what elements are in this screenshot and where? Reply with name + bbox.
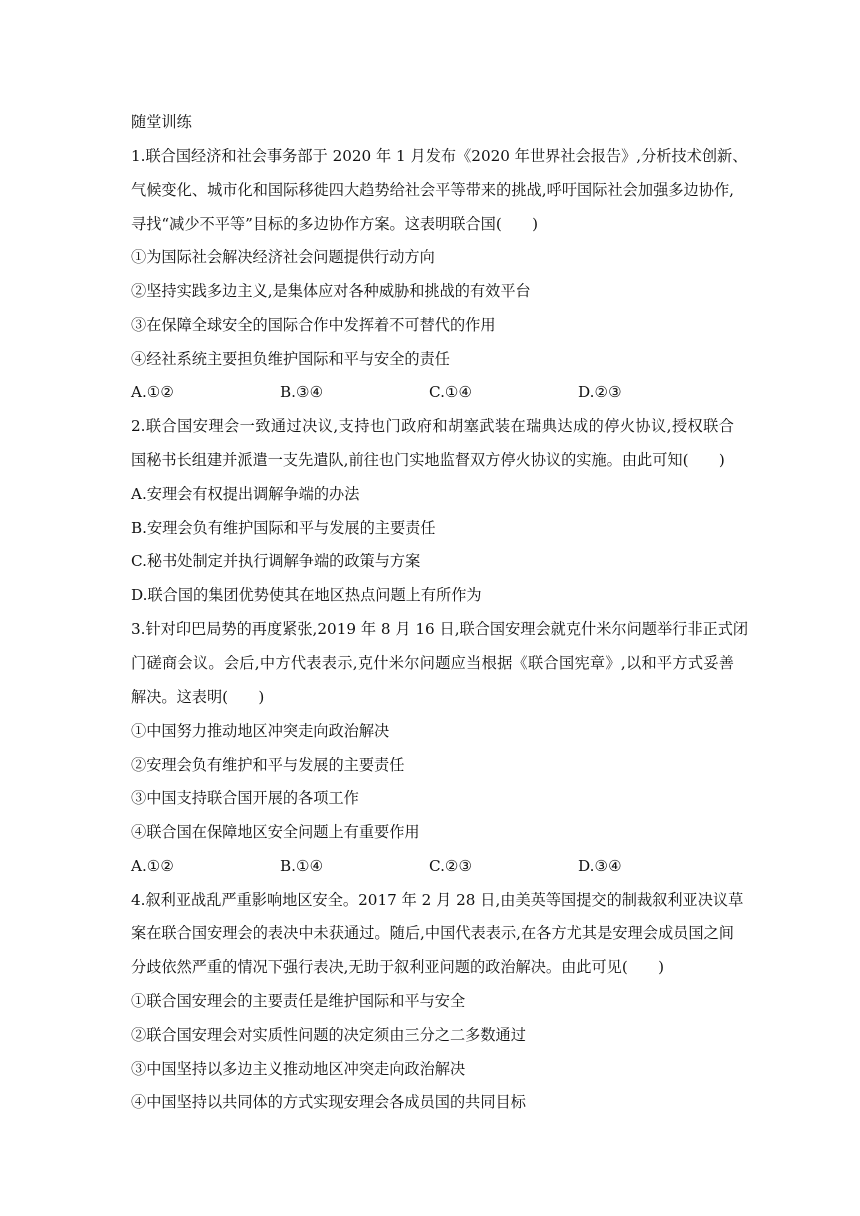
q4-statement-3: ③中国坚持以多边主义推动地区冲突走向政治解决	[131, 1060, 466, 1078]
q2-stem-line-1: 2.联合国安理会一致通过决议,支持也门政府和胡塞武装在瑞典达成的停火协议,授权联合	[131, 417, 734, 435]
q1-choice-a: A.①②	[131, 383, 175, 401]
q3-statement-2: ②安理会负有维护和平与发展的主要责任	[131, 756, 405, 774]
q4-stem-line-1: 4.叙利亚战乱严重影响地区安全。2017 年 2 月 28 日,由美英等国提交的制裁叙利亚决议草	[131, 891, 744, 909]
q3-choice-c: C.②③	[429, 857, 473, 875]
q1-choice-d: D.②③	[578, 383, 622, 401]
q3-choice-b: B.①④	[280, 857, 324, 875]
q1-statement-3: ③在保障全球安全的国际合作中发挥着不可替代的作用	[131, 316, 496, 334]
q2-stem-line-2: 国秘书长组建并派遣一支先遣队,前往也门实地监督双方停火协议的实施。由此可知( )	[131, 451, 725, 469]
q1-choice-c: C.①④	[429, 383, 473, 401]
q4-statement-1: ①联合国安理会的主要责任是维护国际和平与安全	[131, 992, 466, 1010]
q1-stem-line-3: 寻找“减少不平等”目标的多边协作方案。这表明联合国( )	[131, 215, 539, 233]
q3-stem-line-1: 3.针对印巴局势的再度紧张,2019 年 8 月 16 日,联合国安理会就克什米尔问题举行非正式闭	[131, 620, 749, 638]
q3-choice-a: A.①②	[131, 857, 175, 875]
q3-stem-line-2: 门磋商会议。会后,中方代表表示,克什米尔问题应当根据《联合国宪章》,以和平方式妥善	[131, 654, 734, 672]
q3-statement-4: ④联合国在保障地区安全问题上有重要作用	[131, 823, 420, 841]
q3-statement-1: ①中国努力推动地区冲突走向政治解决	[131, 722, 390, 740]
section-title: 随堂训练	[131, 113, 192, 131]
q4-stem-line-3: 分歧依然严重的情况下强行表决,无助于叙利亚问题的政治解决。由此可见( )	[131, 958, 665, 976]
q1-statement-1: ①为国际社会解决经济社会问题提供行动方向	[131, 248, 435, 266]
q1-choice-b: B.③④	[280, 383, 324, 401]
q2-choice-d: D.联合国的集团优势使其在地区热点问题上有所作为	[131, 586, 482, 604]
q1-stem-line-1: 1.联合国经济和社会事务部于 2020 年 1 月发布《2020 年世界社会报告》,分析技术创新、	[131, 147, 748, 165]
q3-statement-3: ③中国支持联合国开展的各项工作	[131, 789, 359, 807]
q3-choice-d: D.③④	[578, 857, 622, 875]
q2-choice-b: B.安理会负有维护国际和平与发展的主要责任	[131, 519, 436, 537]
q2-choice-a: A.安理会有权提出调解争端的办法	[131, 485, 360, 503]
q4-statement-4: ④中国坚持以共同体的方式实现安理会各成员国的共同目标	[131, 1093, 526, 1111]
q2-choice-c: C.秘书处制定并执行调解争端的政策与方案	[131, 552, 421, 570]
q4-stem-line-2: 案在联合国安理会的表决中未获通过。随后,中国代表表示,在各方尤其是安理会成员国之间	[131, 924, 734, 942]
q4-statement-2: ②联合国安理会对实质性问题的决定须由三分之二多数通过	[131, 1026, 526, 1044]
q3-stem-line-3: 解决。这表明( )	[131, 688, 265, 706]
q1-statement-2: ②坚持实践多边主义,是集体应对各种威胁和挑战的有效平台	[131, 282, 531, 300]
q1-stem-line-2: 气候变化、城市化和国际移徙四大趋势给社会平等带来的挑战,呼吁国际社会加强多边协作,	[131, 181, 734, 199]
q1-statement-4: ④经社系统主要担负维护国际和平与安全的责任	[131, 350, 450, 368]
